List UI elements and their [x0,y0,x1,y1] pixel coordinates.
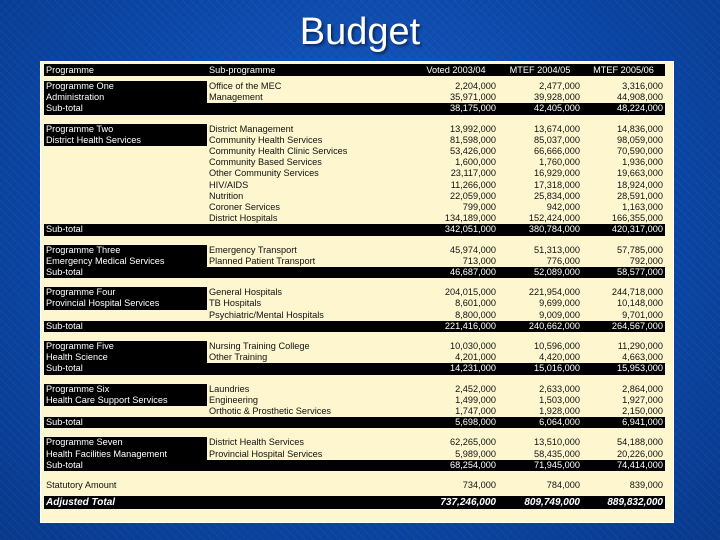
subtotal-label: Sub-total [44,224,207,235]
mtef-2004-value: 58,435,000 [534,448,580,459]
sub-programme-name: District Hospitals [209,213,278,224]
mtef-2004-value: 9,009,000 [539,309,580,320]
voted-2003-value: 1,600,000 [455,157,496,168]
table-row [44,406,665,417]
spacer-row [44,332,665,341]
subtotal-mtef-2005: 48,224,000 [582,103,665,114]
sub-programme-name: Other Community Services [209,168,319,179]
table-row [44,191,665,202]
programme-name-empty [44,191,207,202]
programme-name: Programme Seven [44,437,207,448]
subtotal-spacer [207,103,414,114]
sub-programme-name: General Hospitals [209,287,283,298]
programme-name: Programme Six [44,384,207,395]
table-row [44,92,665,103]
programme-name: Programme One [44,81,207,92]
mtef-2004-value: 9,699,000 [539,298,580,309]
subtotal-label: Sub-total [44,103,207,114]
table-row [44,287,665,298]
mtef-2005-value: 18,924,000 [617,179,663,190]
subtotal-mtef-2004: 380,784,000 [498,224,582,235]
subtotal-spacer [207,224,414,235]
subtotal-spacer [207,321,414,332]
mtef-2004-value: 85,037,000 [534,134,580,145]
programme-name: District Health Services [44,135,207,146]
voted-2003-value: 62,265,000 [450,437,496,448]
mtef-2005-value: 4,663,000 [622,352,663,363]
programme-name-empty [44,146,207,157]
mtef-2004-value: 2,633,000 [539,383,580,394]
voted-2003-value: 799,000 [462,202,496,213]
mtef-2005-value: 54,188,000 [617,437,663,448]
subtotal-mtef-2005: 15,953,000 [582,363,665,374]
mtef-2005-value: 792,000 [629,255,663,266]
voted-2003-value: 713,000 [462,255,496,266]
subtotal-voted-2003: 46,687,000 [414,267,498,278]
mtef-2004-value: 4,420,000 [539,352,580,363]
programme-name: Programme Three [44,245,207,256]
voted-2003-value: 10,030,000 [450,341,496,352]
statutory-label: Statutory Amount [46,480,117,491]
programme-name: Health Care Support Services [44,395,207,406]
programme-name: Programme Four [44,287,207,298]
voted-2003-value: 4,201,000 [455,352,496,363]
table-row [44,202,665,213]
voted-2003-value: 8,601,000 [455,298,496,309]
mtef-2004-value: 25,834,000 [534,190,580,201]
spacer-cell [44,428,665,437]
subtotal-mtef-2004: 52,089,000 [498,267,582,278]
table-row [44,395,665,406]
subtotal-mtef-2005: 58,577,000 [582,267,665,278]
table-row [44,135,665,146]
mtef-2005-value: 9,701,000 [622,309,663,320]
voted-2003-value: 134,189,000 [444,213,496,224]
subtotal-mtef-2004: 240,662,000 [498,321,582,332]
table-row [44,81,665,92]
statutory-mtef-2005: 839,000 [629,480,663,491]
subtotal-label: Sub-total [44,267,207,278]
mtef-2004-value: 17,318,000 [534,179,580,190]
mtef-2005-value: 1,936,000 [622,157,663,168]
mtef-2005-value: 1,927,000 [622,394,663,405]
mtef-2004-value: 2,477,000 [539,81,580,91]
slide-title: Budget [299,11,421,53]
sub-programme-name: Community Based Services [209,157,322,168]
mtef-2004-value: 66,666,000 [534,146,580,157]
mtef-2005-value: 70,590,000 [617,146,663,157]
spacer-row [44,115,665,124]
mtef-2005-value: 20,226,000 [617,448,663,459]
programme-name-empty [44,213,207,224]
voted-2003-value: 45,974,000 [450,244,496,255]
statutory-spacer [207,480,414,491]
mtef-2004-value: 16,929,000 [534,168,580,179]
mtef-2005-value: 19,663,000 [617,168,663,179]
table-row [44,168,665,179]
voted-2003-value: 5,989,000 [455,448,496,459]
budget-sheet [40,61,674,523]
spacer-cell [44,115,665,124]
sub-programme-name: Community Health Clinic Services [209,146,348,157]
spacer-row [44,428,665,437]
sub-programme-name: TB Hospitals [209,298,262,309]
adjusted-total-label: Adjusted Total [44,496,207,509]
voted-2003-value: 2,204,000 [455,81,496,91]
sub-programme-name: Other Training [209,352,268,363]
programme-name-empty [44,406,207,417]
adjusted-total-spacer [207,496,414,509]
sub-programme-name: Engineering [209,394,259,405]
table-row [44,157,665,168]
mtef-2004-value: 39,928,000 [534,92,580,103]
table-header-row [44,64,665,76]
column-header-sub-programme: Sub-programme [207,64,414,76]
spacer-cell [44,375,665,384]
programme-name-empty [44,157,207,168]
table-row [44,384,665,395]
statutory-voted-2003: 734,000 [462,480,496,491]
adjusted-total-mtef-2004: 809,749,000 [498,496,582,509]
column-header-mtef-2005: MTEF 2005/06 [582,64,665,76]
spacer-cell [44,278,665,287]
subtotal-row [44,460,665,471]
sub-programme-name: HIV/AIDS [209,179,249,190]
mtef-2005-value: 2,150,000 [622,406,663,417]
statutory-row [44,480,665,491]
subtotal-spacer [207,417,414,428]
subtotal-voted-2003: 342,051,000 [414,224,498,235]
sub-programme-name: District Health Services [209,437,304,448]
programme-name-empty [44,310,207,321]
mtef-2005-value: 44,908,000 [617,92,663,103]
sub-programme-name: Planned Patient Transport [209,255,316,266]
programme-name: Administration [44,92,207,103]
voted-2003-value: 204,015,000 [444,287,496,298]
voted-2003-value: 2,452,000 [455,383,496,394]
mtef-2005-value: 166,355,000 [611,213,663,224]
sub-programme-name: District Management [209,123,294,134]
table-row [44,341,665,352]
subtotal-row [44,417,665,428]
subtotal-mtef-2004: 6,064,000 [498,417,582,428]
mtef-2004-value: 13,510,000 [534,437,580,448]
mtef-2004-value: 13,674,000 [534,123,580,134]
subtotal-label: Sub-total [44,363,207,374]
column-header-programme: Programme [44,64,207,76]
sub-programme-name: Nutrition [209,190,244,201]
programme-name-empty [44,202,207,213]
subtotal-row [44,267,665,278]
subtotal-label: Sub-total [44,460,207,471]
table-row [44,245,665,256]
mtef-2005-value: 11,290,000 [617,341,663,352]
statutory-mtef-2004: 784,000 [546,480,580,491]
programme-name: Health Science [44,352,207,363]
mtef-2005-value: 1,163,000 [622,202,663,213]
sub-programme-name: Management [209,92,263,103]
table-row [44,180,665,191]
subtotal-row [44,321,665,332]
table-row [44,310,665,321]
table-row [44,298,665,309]
spacer-row [44,236,665,245]
mtef-2005-value: 2,864,000 [622,383,663,394]
voted-2003-value: 8,800,000 [455,309,496,320]
mtef-2005-value: 14,836,000 [617,123,663,134]
subtotal-voted-2003: 14,231,000 [414,363,498,374]
subtotal-voted-2003: 38,175,000 [414,103,498,114]
table-row [44,213,665,224]
sub-programme-name: Laundries [209,383,250,394]
subtotal-mtef-2005: 420,317,000 [582,224,665,235]
table-row [44,146,665,157]
programme-name: Provincial Hospital Services [44,298,207,309]
mtef-2004-value: 152,424,000 [528,213,580,224]
programme-name: Programme Five [44,341,207,352]
sub-programme-name: Psychiatric/Mental Hospitals [209,309,324,320]
sub-programme-name: Emergency Transport [209,244,297,255]
mtef-2005-value: 244,718,000 [611,287,663,298]
subtotal-row [44,363,665,374]
voted-2003-value: 13,992,000 [450,123,496,134]
mtef-2004-value: 221,954,000 [528,287,580,298]
subtotal-spacer [207,363,414,374]
sub-programme-name: Nursing Training College [209,341,310,352]
sub-programme-name: Provincial Hospital Services [209,448,323,459]
subtotal-label: Sub-total [44,321,207,332]
table-row [44,449,665,460]
voted-2003-value: 35,971,000 [450,92,496,103]
voted-2003-value: 53,426,000 [450,146,496,157]
subtotal-mtef-2004: 42,405,000 [498,103,582,114]
spacer-cell [44,471,665,480]
mtef-2004-value: 1,503,000 [539,394,580,405]
adjusted-total-mtef-2005: 889,832,000 [582,496,665,509]
subtotal-spacer [207,267,414,278]
mtef-2005-value: 98,059,000 [617,134,663,145]
voted-2003-value: 81,598,000 [450,134,496,145]
subtotal-label: Sub-total [44,417,207,428]
voted-2003-value: 23,117,000 [450,168,496,179]
subtotal-voted-2003: 68,254,000 [414,460,498,471]
column-header-voted-2003: Voted 2003/04 [414,64,498,76]
sub-programme-name: Orthotic & Prosthetic Services [209,406,332,417]
mtef-2005-value: 28,591,000 [617,190,663,201]
programme-name: Programme Two [44,124,207,135]
adjusted-total-row [44,496,665,509]
mtef-2004-value: 51,313,000 [534,244,580,255]
budget-table [44,64,665,509]
spacer-cell [44,236,665,245]
mtef-2005-value: 3,316,000 [622,81,663,91]
programme-name-empty [44,168,207,179]
column-header-mtef-2004: MTEF 2004/05 [498,64,582,76]
mtef-2004-value: 1,928,000 [539,406,580,417]
table-row [44,256,665,267]
mtef-2004-value: 10,596,000 [534,341,580,352]
spacer-row [44,278,665,287]
programme-name-empty [44,180,207,191]
voted-2003-value: 11,266,000 [450,179,496,190]
subtotal-mtef-2004: 15,016,000 [498,363,582,374]
voted-2003-value: 22,059,000 [450,190,496,201]
mtef-2004-value: 1,760,000 [539,157,580,168]
sub-programme-name: Community Health Services [209,134,323,145]
subtotal-spacer [207,460,414,471]
programme-name: Emergency Medical Services [44,256,207,267]
spacer-row [44,375,665,384]
subtotal-mtef-2005: 264,567,000 [582,321,665,332]
subtotal-mtef-2005: 74,414,000 [582,460,665,471]
spacer-cell [44,332,665,341]
subtotal-voted-2003: 5,698,000 [414,417,498,428]
voted-2003-value: 1,747,000 [455,406,496,417]
spacer-row [44,471,665,480]
programme-name: Health Facilities Management [44,449,207,460]
adjusted-total-voted-2003: 737,246,000 [414,496,498,509]
subtotal-row [44,103,665,114]
sub-programme-name: Office of the MEC [209,81,282,91]
table-row [44,352,665,363]
voted-2003-value: 1,499,000 [455,394,496,405]
mtef-2005-value: 57,785,000 [617,244,663,255]
subtotal-mtef-2004: 71,945,000 [498,460,582,471]
subtotal-voted-2003: 221,416,000 [414,321,498,332]
mtef-2004-value: 942,000 [546,202,580,213]
sub-programme-name: Coroner Services [209,202,280,213]
subtotal-mtef-2005: 6,941,000 [582,417,665,428]
table-row [44,437,665,448]
subtotal-row [44,224,665,235]
table-row [44,124,665,135]
mtef-2004-value: 776,000 [546,255,580,266]
mtef-2005-value: 10,148,000 [617,298,663,309]
